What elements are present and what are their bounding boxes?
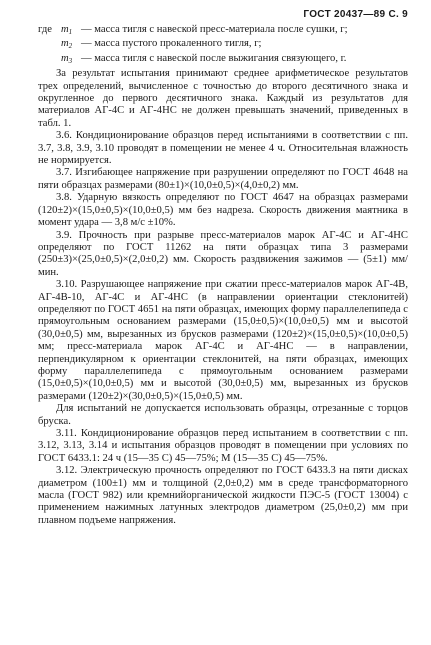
running-header: ГОСТ 20437—89 С. 9 xyxy=(303,9,408,20)
definition-row xyxy=(38,24,408,38)
definition-text: — масса тигля с навеской пресс-материала после сушки, г; xyxy=(81,24,348,35)
definition-symbol: $m_3$ xyxy=(61,52,73,65)
paragraph-result-calculation: За результат испытания принимают среднее арифметическое результатов трех определений, вычисленное с точностью до второго десятичного знака и округленное до первого десятичного знака. Каждый из результатов для материалов АГ-4С и АГ-4НС не должен превышать значений, приведенных в табл. 1. xyxy=(38,68,408,129)
paragraph-3-10: 3.10. Разрушающее напряжение при сжатии пресс-материалов марок АГ-4В, АГ-4В-10, АГ-4С и АГ-4НС (в направлении ориентации стеклонитей) определяют по ГОСТ 4651 на пяти образцах, имеющих форму параллелепипеда с прямоугольным основанием размерами (15,0±0,5)×(10,0±0,5) мм и высотой (30,0±0,5) мм, вырезанных из брусков размерами (120±2)×(15,0±0,5)×(10,0±0,5) мм; пресс-материала марок АГ-4С и АГ-4НС — в направлении, перпендикулярном к ориентации стеклонитей, на пяти образцах, имеющих форму параллелепипеда с прямоугольным основанием размерами (15,0±0,5)×(10,0±0,5) мм и высотой (30,0±0,5) мм, вырезанных из брусков размерами (120±2)×(30,0±0,5)×(15,0±0,5) мм. xyxy=(38,279,408,402)
document-body xyxy=(38,24,408,527)
definition-lead: где xyxy=(38,24,52,35)
definition-text: — масса пустого прокаленного тигля, г; xyxy=(81,38,262,50)
definition-row xyxy=(38,38,408,52)
paragraph-3-12: 3.12. Электрическую прочность определяют по ГОСТ 6433.3 на пяти дисках диаметром (100±1) мм и толщиной (2,0±0,2) мм в среде трансформаторного масла (ГОСТ 982) или кремнийорганической жидкости ПЭС-5 (ГОСТ 13004) с применением нажимных латунных электродов диаметром (25,0±0,2) мм при плавном подъеме напряжения. xyxy=(38,465,408,526)
definition-text: — масса тигля с навеской после выжигания связующего, г. xyxy=(81,52,347,64)
paragraph-3-9: 3.9. Прочность при разрыве пресс-материалов марок АГ-4С и АГ-4НС определяют по ГОСТ 11262 на пяти образцах типа 3 размерами (250±3)×(25,0±0,5)×(2,0±0,2) мм. Скорость раздвижения зажимов — (5±1) мм/мин. xyxy=(38,229,408,278)
paragraph-3-11: 3.11. Кондиционирование образцов перед испытанием в соответствии с пп. 3.12, 3.13, 3.14 и испытания образцов проводят в помещении при условиях по ГОСТ 6433.1: 24 ч (15—35 С) 45—75%; М (15—35 С) 45—75%. xyxy=(38,428,408,464)
paragraph-specimen-note: Для испытаний не допускается использовать образцы, отрезанные с торцов бруска. xyxy=(38,403,408,427)
definition-symbol: $m_1$ xyxy=(61,24,73,36)
paragraph-3-7: 3.7. Изгибающее напряжение при разрушении определяют по ГОСТ 4648 на пяти образцах размерами (80±1)×(10,0±0,5)×(4,0±0,2) мм. xyxy=(38,167,408,191)
definition-row xyxy=(38,53,408,67)
definition-symbol: $m_2$ xyxy=(61,38,73,51)
formula-definitions xyxy=(38,24,408,67)
paragraph-3-6: 3.6. Кондиционирование образцов перед испытаниями в соответствии с пп. 3.7, 3.8, 3.9, 3.10 проводят в помещении не менее 4 ч. Относительная влажность не нормируется. xyxy=(38,130,408,167)
paragraph-3-8: 3.8. Ударную вязкость определяют по ГОСТ 4647 на образцах размерами (120±2)×(15,0±0,5)×(10,0±0,5) мм без надреза. Скорость движения маятника в момент удара — 3,8 м/с ±10%. xyxy=(38,192,408,229)
